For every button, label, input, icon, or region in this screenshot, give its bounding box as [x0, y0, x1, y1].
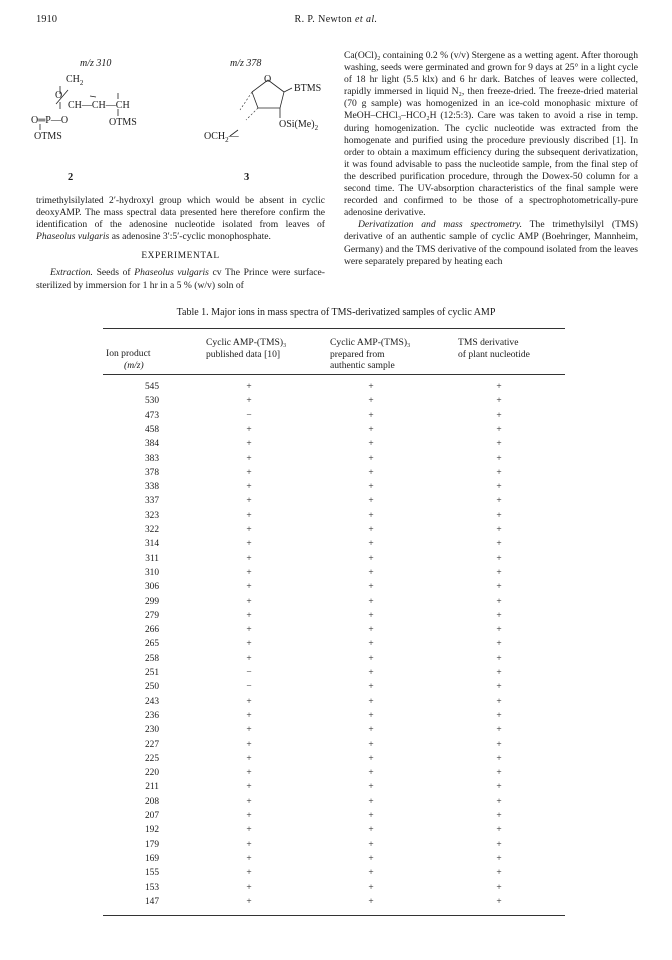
left-column — [36, 195, 325, 292]
authentic-cell: + — [368, 796, 374, 807]
ion-mz-cell: 338 — [144, 482, 159, 493]
published-cell: + — [246, 739, 252, 750]
published-cell: + — [246, 467, 252, 478]
published-cell: + — [246, 639, 252, 650]
derivatization-paragraph: Derivatization and mass spectrometry. The trimethylsilyl (TMS) derivative of an authentic sample of cyclic AMP (Boehringer, Mannheim, Germany) and the TMS derivative of the compound isolated from the leaves were separately prepared by heating each — [344, 219, 638, 267]
page-number: 1910 — [36, 14, 57, 25]
published-cell: + — [246, 553, 252, 564]
structure-3-och2: $OCH_2—$ — [204, 131, 239, 144]
plant-cell: + — [496, 839, 502, 850]
ion-mz-cell: 322 — [144, 525, 159, 535]
ion-mz-cell: 265 — [144, 639, 159, 650]
ion-mz-cell: 169 — [144, 853, 159, 864]
plant-cell: + — [496, 710, 502, 721]
plant-cell: + — [496, 768, 502, 779]
table-row — [103, 824, 565, 837]
published-cell: + — [246, 482, 252, 493]
authentic-cell: + — [368, 453, 374, 464]
table-header-ion-product: Ion product (m/z) — [106, 348, 151, 371]
authentic-cell: + — [368, 424, 374, 435]
plant-cell: + — [496, 567, 502, 578]
plant-cell: + — [496, 596, 502, 607]
ion-mz-cell: 225 — [144, 753, 159, 764]
table-row — [103, 481, 565, 494]
published-cell: − — [246, 410, 252, 421]
authentic-cell: + — [368, 653, 374, 664]
experimental-heading: EXPERIMENTAL — [141, 251, 220, 262]
table-header-rule — [103, 374, 565, 375]
plant-cell: + — [496, 382, 502, 392]
published-cell: + — [246, 596, 252, 607]
plant-cell: + — [496, 467, 502, 478]
table-row — [103, 867, 565, 880]
published-cell: + — [246, 510, 252, 521]
ion-mz-cell: 153 — [144, 882, 159, 893]
ion-mz-cell: 299 — [144, 596, 159, 607]
plant-cell: + — [496, 896, 502, 907]
table-row — [103, 853, 565, 866]
table-caption: Table 1. Major ions in mass spectra of TMS-derivatized samples of cyclic AMP — [176, 307, 496, 318]
right-para-1: Ca(OCl)₂ containing 0.2 % (v/v) Stergene as a wetting agent. After thorough washing, seeds were germinated and grown for 9 days at 25° in a light cycle of 18 hr light (5.5 klx) and 6 hr dark. Batches of leaves were collected, rapidly immersed in liquid N₂, then freeze-dried. The freeze-dried material (70 g sample) was homogenized in an ice-cold monophasic mixture of MeOH–CHCl₃–HCO₂H (12:5:3). Care was taken to avoid a rise in temp. during homogenization. The cyclic nucleotide was extracted from the homogenate and purified using the procedure previously discribed [1]. In order to obtain a maximum efficiency during the subsequent derivatization, it was found advisable to pass the nucleotide sample, from the final step of the described purification procedure, through the Dowex-50 column for a second time. The UV-absorption characteristics of the final sample were recorded and confirmed to be those of a spectrophotometrically-pure adenosine derivative. — [344, 50, 638, 219]
structure-2-phosphate: O═P—O — [31, 115, 69, 126]
published-cell: + — [246, 882, 252, 893]
table-top-rule — [103, 328, 565, 329]
ion-mz-cell: 147 — [144, 896, 159, 907]
table-row — [103, 753, 565, 766]
authentic-cell: + — [368, 739, 374, 750]
table-row — [103, 581, 565, 594]
table-row — [103, 767, 565, 780]
table-header-plant: TMS derivative of plant nucleotide — [458, 337, 530, 360]
plant-cell: + — [496, 796, 502, 807]
published-cell: + — [246, 382, 252, 392]
authentic-cell: + — [368, 510, 374, 521]
ion-mz-cell: 384 — [144, 439, 159, 450]
authentic-cell: + — [368, 825, 374, 836]
plant-cell: + — [496, 396, 502, 407]
left-para-1: trimethylsilylated 2′-hydroxyl group which would be absent in cyclic deoxyAMP. The mass spectral data presented here therefore confirm the identification of the adenosine nucleotide isolated from leaves of Phaseolus vulgaris as adenosine 3′:5′-cyclic monophosphate. — [36, 195, 325, 243]
plant-cell: + — [496, 825, 502, 836]
plant-cell: + — [496, 482, 502, 493]
ion-mz-cell: 211 — [145, 782, 159, 793]
table-row — [103, 467, 565, 480]
authentic-cell: + — [368, 639, 374, 650]
ion-mz-cell: 250 — [144, 682, 159, 693]
plant-cell: + — [496, 868, 502, 879]
table-row — [103, 724, 565, 737]
published-cell: + — [246, 696, 252, 707]
authentic-cell: + — [368, 553, 374, 564]
table-row — [103, 710, 565, 723]
structure-3-btms: BTMS — [294, 83, 322, 94]
authentic-cell: + — [368, 467, 374, 478]
published-cell: − — [246, 668, 252, 678]
table-row — [103, 410, 565, 423]
published-cell: + — [246, 825, 252, 836]
plant-cell: + — [496, 682, 502, 693]
plant-cell: + — [496, 882, 502, 893]
authentic-cell: + — [368, 853, 374, 864]
table-row — [103, 839, 565, 852]
plant-cell: + — [496, 653, 502, 664]
structure-2-ch2: $CH_2$ — [66, 74, 84, 87]
published-cell: + — [246, 811, 252, 821]
table-row — [103, 395, 565, 408]
ion-mz-cell: 230 — [144, 725, 159, 736]
authentic-cell: + — [368, 410, 374, 421]
authentic-cell: + — [368, 896, 374, 907]
published-cell: + — [246, 625, 252, 636]
ion-mz-cell: 530 — [144, 396, 159, 407]
plant-cell: + — [496, 610, 502, 621]
structure-2-chain: CH—CH—CH — [68, 100, 130, 111]
published-cell: + — [246, 496, 252, 507]
plant-cell: + — [496, 753, 502, 764]
ion-mz-cell: 207 — [144, 811, 159, 821]
table-row — [103, 781, 565, 794]
table-row — [103, 538, 565, 551]
authentic-cell: + — [368, 768, 374, 779]
ion-mz-cell: 258 — [144, 653, 159, 664]
table-row — [103, 438, 565, 451]
table-row — [103, 424, 565, 437]
authentic-cell: + — [368, 439, 374, 450]
published-cell: + — [246, 567, 252, 578]
ion-mz-cell: 383 — [144, 453, 159, 464]
authentic-cell: + — [368, 625, 374, 636]
published-cell: + — [246, 753, 252, 764]
structure-3-osime: $OSi(Me)_2$ — [279, 119, 319, 132]
authentic-cell: + — [368, 482, 374, 493]
plant-cell: + — [496, 696, 502, 707]
table-row — [103, 667, 565, 680]
ion-mz-cell: 243 — [144, 696, 159, 707]
compound-number-3: 3 — [244, 172, 250, 183]
published-cell: + — [246, 725, 252, 736]
structure-2-otms-bottom: OTMS — [34, 131, 62, 142]
published-cell: + — [246, 539, 252, 550]
authentic-cell: + — [368, 396, 374, 407]
table-row — [103, 638, 565, 651]
authentic-cell: + — [368, 882, 374, 893]
authentic-cell: + — [368, 710, 374, 721]
authentic-cell: + — [368, 567, 374, 578]
plant-cell: + — [496, 439, 502, 450]
compound-number-2: 2 — [68, 172, 74, 183]
structure-3-mz: m/z 378 — [230, 58, 262, 69]
authentic-cell: + — [368, 696, 374, 707]
table-row — [103, 524, 565, 537]
published-cell: − — [246, 682, 252, 693]
ion-mz-cell: 310 — [144, 567, 159, 578]
authentic-cell: + — [368, 839, 374, 850]
ion-mz-cell: 306 — [144, 582, 159, 593]
authentic-cell: + — [368, 596, 374, 607]
extraction-paragraph: Extraction. Seeds of Phaseolus vulgaris cv The Prince were surface-sterilized by immersion for 1 hr in a 5 % (w/v) soln of — [36, 267, 325, 291]
table-row — [103, 495, 565, 508]
plant-cell: + — [496, 525, 502, 535]
table-row — [103, 696, 565, 709]
ion-mz-cell: 155 — [144, 868, 159, 879]
authentic-cell: + — [368, 868, 374, 879]
plant-cell: + — [496, 739, 502, 750]
table-row — [103, 896, 565, 909]
plant-cell: + — [496, 410, 502, 421]
running-header — [0, 14, 672, 25]
table-row — [103, 510, 565, 523]
ion-mz-cell: 192 — [144, 825, 159, 836]
authentic-cell: + — [368, 811, 374, 821]
running-header-et-al: et al. — [355, 14, 378, 25]
right-column — [344, 50, 638, 268]
structure-2-bonds — [30, 72, 160, 142]
table-row — [103, 553, 565, 566]
table-row — [103, 567, 565, 580]
published-cell: + — [246, 653, 252, 664]
ion-mz-cell: 208 — [144, 796, 159, 807]
table-header-authentic: Cyclic AMP-(TMS)₃ prepared from authentic sample — [330, 337, 411, 371]
ion-mz-cell: 323 — [144, 510, 159, 521]
authentic-cell: + — [368, 382, 374, 392]
ion-mz-cell: 236 — [144, 710, 159, 721]
authentic-cell: + — [368, 610, 374, 621]
table-row — [103, 882, 565, 895]
table-bottom-rule — [103, 915, 565, 916]
ion-mz-cell: 545 — [144, 382, 159, 392]
plant-cell: + — [496, 510, 502, 521]
plant-cell: + — [496, 725, 502, 736]
table-row — [103, 739, 565, 752]
authentic-cell: + — [368, 539, 374, 550]
authentic-cell: + — [368, 582, 374, 593]
table-row — [103, 653, 565, 666]
table-row — [103, 610, 565, 623]
published-cell: + — [246, 453, 252, 464]
ion-mz-cell: 458 — [144, 424, 159, 435]
plant-cell: + — [496, 853, 502, 864]
structure-2-otms-right: OTMS — [109, 117, 137, 128]
structure-3-ring-oxygen: O — [264, 74, 272, 85]
plant-cell: + — [496, 582, 502, 593]
published-cell: + — [246, 839, 252, 850]
plant-cell: + — [496, 668, 502, 678]
published-cell: + — [246, 582, 252, 593]
ion-mz-cell: 473 — [144, 410, 159, 421]
structure-2-mz: m/z 310 — [80, 58, 112, 69]
plant-cell: + — [496, 453, 502, 464]
published-cell: + — [246, 796, 252, 807]
ion-mz-cell: 378 — [144, 467, 159, 478]
plant-cell: + — [496, 553, 502, 564]
ion-mz-cell: 220 — [144, 768, 159, 779]
published-cell: + — [246, 868, 252, 879]
authentic-cell: + — [368, 496, 374, 507]
table-row — [103, 453, 565, 466]
table-row — [103, 796, 565, 809]
running-header-authors: R. P. Newton — [294, 14, 353, 25]
table-row — [103, 624, 565, 637]
plant-cell: + — [496, 639, 502, 650]
table-header-published: Cyclic AMP-(TMS)₃ published data [10] — [206, 337, 287, 360]
ion-mz-cell: 266 — [144, 625, 159, 636]
authentic-cell: + — [368, 753, 374, 764]
authentic-cell: + — [368, 725, 374, 736]
published-cell: + — [246, 896, 252, 907]
published-cell: + — [246, 525, 252, 535]
ion-mz-cell: 227 — [144, 739, 159, 750]
ion-mz-cell: 179 — [144, 839, 159, 850]
published-cell: + — [246, 710, 252, 721]
ion-mz-cell: 314 — [144, 539, 159, 550]
authentic-cell: + — [368, 668, 374, 678]
plant-cell: + — [496, 424, 502, 435]
table-row — [103, 681, 565, 694]
authentic-cell: + — [368, 525, 374, 535]
plant-cell: + — [496, 782, 502, 793]
plant-cell: + — [496, 539, 502, 550]
published-cell: + — [246, 396, 252, 407]
ion-mz-cell: 311 — [145, 553, 159, 564]
plant-cell: + — [496, 496, 502, 507]
table-row — [103, 596, 565, 609]
plant-cell: + — [496, 625, 502, 636]
structure-2-oxygen: O — [55, 90, 63, 101]
published-cell: + — [246, 424, 252, 435]
ion-mz-cell: 279 — [144, 610, 159, 621]
table-row — [103, 810, 565, 823]
ion-mz-cell: 337 — [144, 496, 159, 507]
plant-cell: + — [496, 811, 502, 821]
ion-mz-cell: 251 — [144, 668, 159, 678]
published-cell: + — [246, 768, 252, 779]
published-cell: + — [246, 610, 252, 621]
authentic-cell: + — [368, 682, 374, 693]
published-cell: + — [246, 439, 252, 450]
published-cell: + — [246, 782, 252, 793]
authentic-cell: + — [368, 782, 374, 793]
table-row — [103, 381, 565, 394]
published-cell: + — [246, 853, 252, 864]
